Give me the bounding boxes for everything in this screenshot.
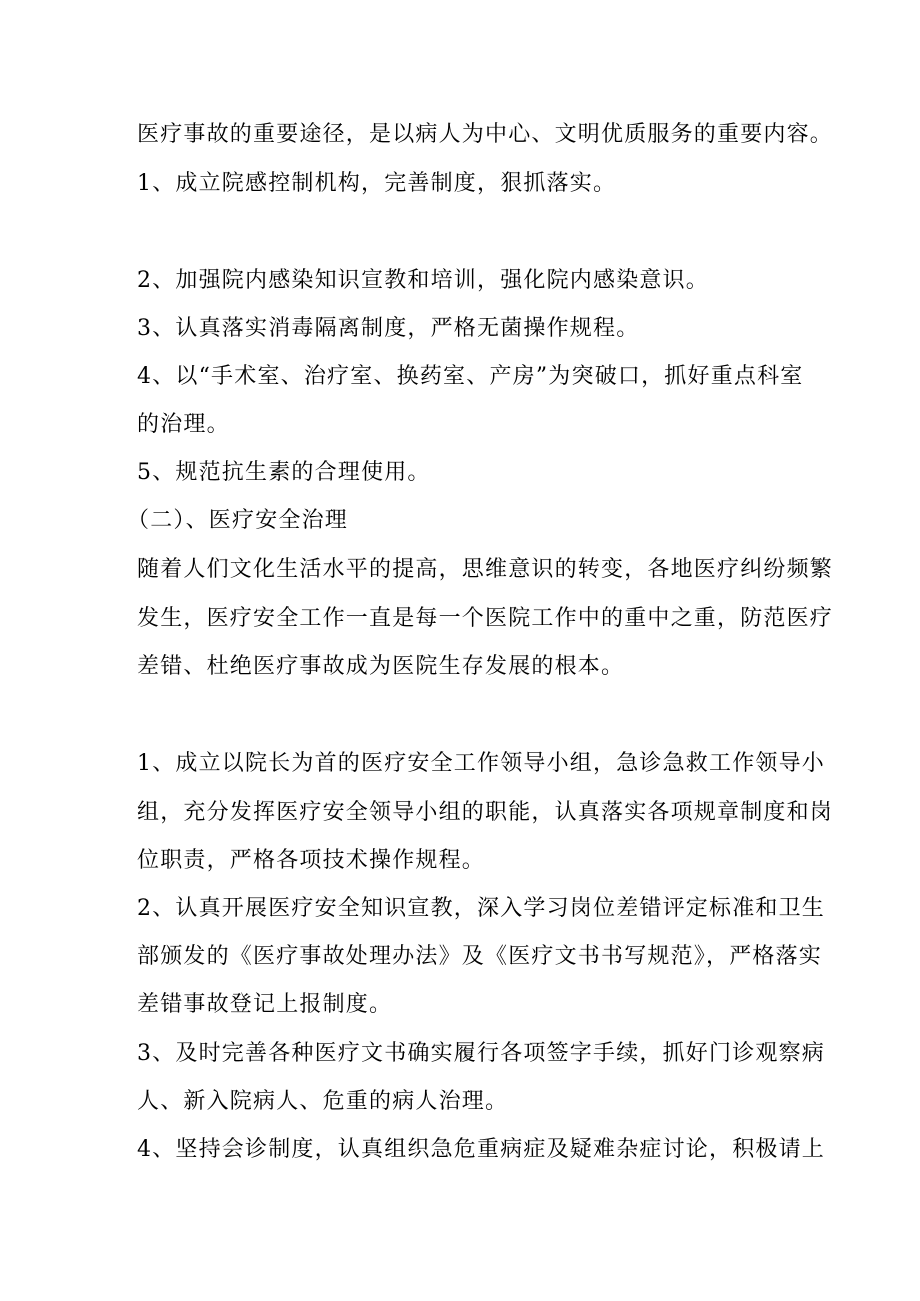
list-item-line: 的治理。 (137, 412, 230, 437)
list-item-line: 人、新入院病人、危重的病人治理。 (137, 1089, 509, 1114)
list-item-line: 3、及时完善各种医疗文书确实履行各项签字手续，抓好门诊观察病 (137, 1041, 825, 1066)
list-item-line: 4、以“手术室、治疗室、换药室、产房”为突破口，抓好重点科室 (137, 364, 804, 389)
list-item-line: 部颁发的《医疗事故处理办法》及《医疗文书书写规范》，严格落实 (137, 944, 823, 969)
list-item-line: 4、坚持会诊制度，认真组织急危重病症及疑难杂症讨论，积极请上 (137, 1137, 825, 1162)
paragraph-line: 随着人们文化生活水平的提高，思维意识的转变，各地医疗纠纷频繁 (137, 557, 834, 582)
list-item-line: 3、认真落实消毒隔离制度，严格无菌操作规程。 (137, 316, 640, 341)
list-item-line: 5、规范抗生素的合理使用。 (137, 460, 431, 485)
list-item-line: 2、认真开展医疗安全知识宣教，深入学习岗位差错评定标准和卫生 (137, 896, 825, 921)
list-item-line: 差错事故登记上报制度。 (137, 992, 393, 1017)
paragraph-line: 医疗事故的重要途径，是以病人为中心、文明优质服务的重要内容。 (137, 122, 834, 147)
list-item-line: 2、加强院内感染知识宣教和培训，强化院内感染意识。 (137, 268, 709, 293)
section-heading: （二）、医疗安全治理 (127, 508, 349, 533)
list-item-line: 1、成立院感控制机构，完善制度，狠抓落实。 (137, 171, 617, 196)
list-item-line: 组，充分发挥医疗安全领导小组的职能，认真落实各项规章制度和岗 (137, 800, 834, 825)
paragraph-line: 差错、杜绝医疗事故成为医院生存发展的根本。 (137, 654, 625, 679)
list-item-line: 1、成立以院长为首的医疗安全工作领导小组，急诊急救工作领导小 (137, 751, 825, 776)
paragraph-line: 发生，医疗安全工作一直是每一个医院工作中的重中之重，防范医疗 (137, 606, 834, 631)
list-item-line: 位职责，严格各项技术操作规程。 (137, 848, 486, 873)
